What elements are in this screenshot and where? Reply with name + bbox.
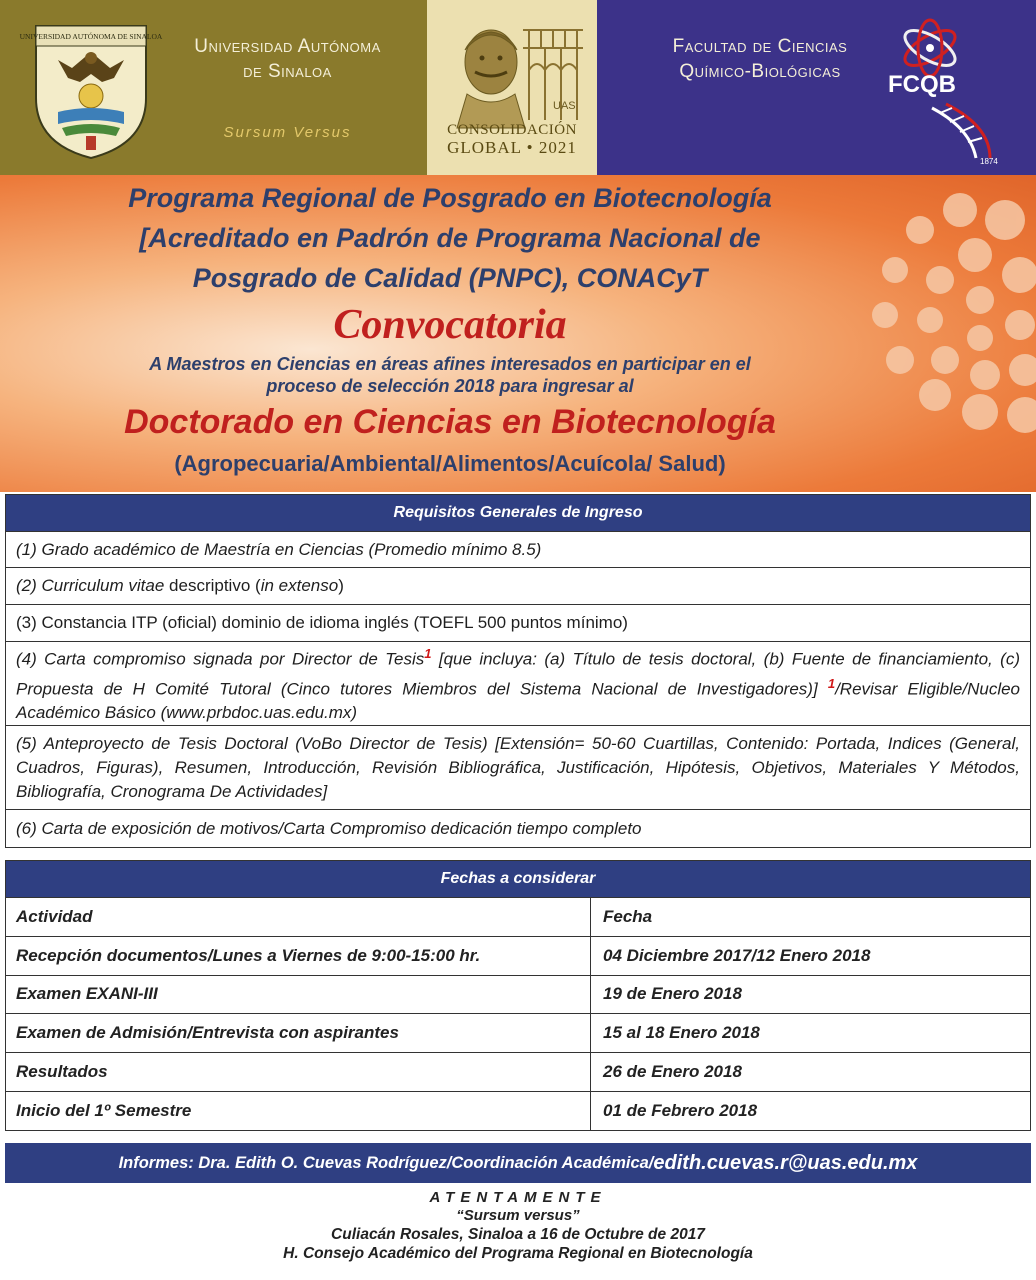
fcqb-name-line2: Químico-Biológicas xyxy=(679,61,841,82)
signature-closing: ATENTAMENTE xyxy=(429,1189,607,1206)
table-row xyxy=(6,975,1030,1014)
requirement-4-part-b: [que incluya: (a) Título de tesis doctoral, (b) Fuente de financiamiento, (c) Propuesta de H Comité Tutoral (Cinco tutores Miembros del Sistema Nacional de Investigadores)] xyxy=(16,649,1020,699)
requirement-5 xyxy=(6,725,1030,809)
table-row xyxy=(6,1052,1030,1091)
fcqb-year: 1874 xyxy=(980,157,998,166)
requirement-4-footnote-1: 1 xyxy=(424,645,432,661)
column-header-date: Fecha xyxy=(603,906,653,926)
uas-name-line2: de Sinaloa xyxy=(243,61,332,82)
requirement-2 xyxy=(6,567,1030,604)
convocatoria-title: Convocatoria xyxy=(333,302,567,348)
requirement-2-part-a: (2) Curriculum vitae xyxy=(16,576,165,595)
program-title-line1: Programa Regional de Posgrado en Biotecnología xyxy=(128,183,772,213)
contact-email-link[interactable]: edith.cuevas.r@uas.edu.mx xyxy=(653,1151,918,1174)
fcqb-name-line1: Facultad de Ciencias xyxy=(672,36,848,57)
consolidacion-title-line2: GLOBAL • 2021 xyxy=(447,138,577,157)
requirement-2-part-b: descriptivo ( xyxy=(164,576,261,595)
doctorate-areas: (Agropecuaria/Ambiental/Alimentos/Acuícola/ Salud) xyxy=(174,451,726,476)
consolidacion-uas-label: UAS xyxy=(553,100,576,112)
requirement-2-part-c: in extenso xyxy=(260,576,339,595)
requirement-4-part-a: (4) Carta compromiso signada por Director de Tesis xyxy=(16,649,425,669)
date-cell: 15 al 18 Enero 2018 xyxy=(603,1023,760,1043)
uas-shield-text: UNIVERSIDAD AUTÓNOMA DE SINALOA xyxy=(19,32,163,41)
requirement-3 xyxy=(6,604,1030,641)
activity-cell: Resultados xyxy=(6,1053,591,1091)
column-header-activity: Actividad xyxy=(6,898,591,936)
fcqb-logo-text: FCQB xyxy=(888,71,956,98)
invitation-line1: A Maestros en Ciencias en áreas afines interesados en participar en el xyxy=(149,354,751,374)
requirement-6-text: (6) Carta de exposición de motivos/Carta Compromiso dedicación tiempo completo xyxy=(16,818,642,838)
program-title-line3: Posgrado de Calidad (PNPC), CONACyT xyxy=(192,263,708,293)
uas-shield-logo xyxy=(19,12,163,162)
fcqb-name xyxy=(640,34,880,84)
requirement-6 xyxy=(6,809,1030,847)
uas-name-line1: Universidad Autónoma xyxy=(194,36,381,57)
contact-bar xyxy=(5,1143,1031,1183)
requirement-1-text: (1) Grado académico de Maestría en Ciencias (Promedio mínimo 8.5) xyxy=(16,539,542,559)
requirement-4-footnote-2: 1 xyxy=(827,675,836,691)
activity-cell: Recepción documentos/Lunes a Viernes de 9:00-15:00 hr. xyxy=(6,937,591,975)
dates-heading: Fechas a considerar xyxy=(6,861,1030,897)
requirement-2-part-d: ) xyxy=(338,576,344,595)
date-cell: 26 de Enero 2018 xyxy=(603,1062,742,1082)
requirement-4 xyxy=(6,641,1030,725)
doctorate-title: Doctorado en Ciencias en Biotecnología xyxy=(124,403,776,441)
signature-place-date: Culiacán Rosales, Sinaloa a 16 de Octubre de 2017 xyxy=(331,1226,705,1243)
dates-header-row xyxy=(6,897,1030,936)
requirement-5-text: (5) Anteproyecto de Tesis Doctoral (VoBo Director de Tesis) [Extensión= 50-60 Cuartillas, Contenido: Portada, Indices (General, Cuadros, Figuras), Resumen, Introducción, Revisión Bibliográfica, Justificación, Hipótesis, Objetivos, Materiales Y Métodos, Bibliografía, Cronograma De Actividades] xyxy=(16,733,1020,801)
invitation-line2: proceso de selección 2018 para ingresar al xyxy=(266,376,634,396)
program-title-line2: [Acreditado en Padrón de Programa Nacional de xyxy=(139,223,761,253)
requirement-2-text xyxy=(16,574,1020,598)
requirement-4-part-c: /Revisar Eligible/Nucleo Académico Básico (www.prbdoc.uas.edu.mx) xyxy=(16,679,1020,723)
activity-cell: Examen EXANI-III xyxy=(6,976,591,1014)
requirement-4-text xyxy=(16,642,1020,725)
table-row xyxy=(6,1013,1030,1052)
date-cell: 04 Diciembre 2017/12 Enero 2018 xyxy=(603,945,871,965)
consolidacion-title-line1: CONSOLIDACIÓN xyxy=(447,122,577,138)
header-band xyxy=(0,0,1036,175)
uas-name xyxy=(165,34,410,84)
uas-motto: Sursum Versus xyxy=(223,124,352,141)
requirement-1 xyxy=(6,531,1030,567)
dates-table xyxy=(5,860,1031,1131)
contact-label: Informes: Dra. Edith O. Cuevas Rodríguez/Coordinación Académica/ xyxy=(118,1153,654,1172)
signature-council: H. Consejo Académico del Programa Regional en Biotecnología xyxy=(283,1245,753,1262)
table-row xyxy=(6,936,1030,975)
fcqb-logo xyxy=(880,8,1020,168)
date-cell: 01 de Febrero 2018 xyxy=(603,1100,758,1120)
requirements-table xyxy=(5,494,1031,848)
activity-cell: Inicio del 1º Semestre xyxy=(6,1092,591,1130)
signature-motto: “Sursum versus” xyxy=(456,1207,580,1224)
date-cell: 19 de Enero 2018 xyxy=(603,984,742,1004)
requirements-heading: Requisitos Generales de Ingreso xyxy=(6,495,1030,531)
activity-cell: Examen de Admisión/Entrevista con aspirantes xyxy=(6,1014,591,1052)
table-row xyxy=(6,1091,1030,1130)
requirement-3-text: (3) Constancia ITP (oficial) dominio de idioma inglés (TOEFL 500 puntos mínimo) xyxy=(16,613,628,632)
